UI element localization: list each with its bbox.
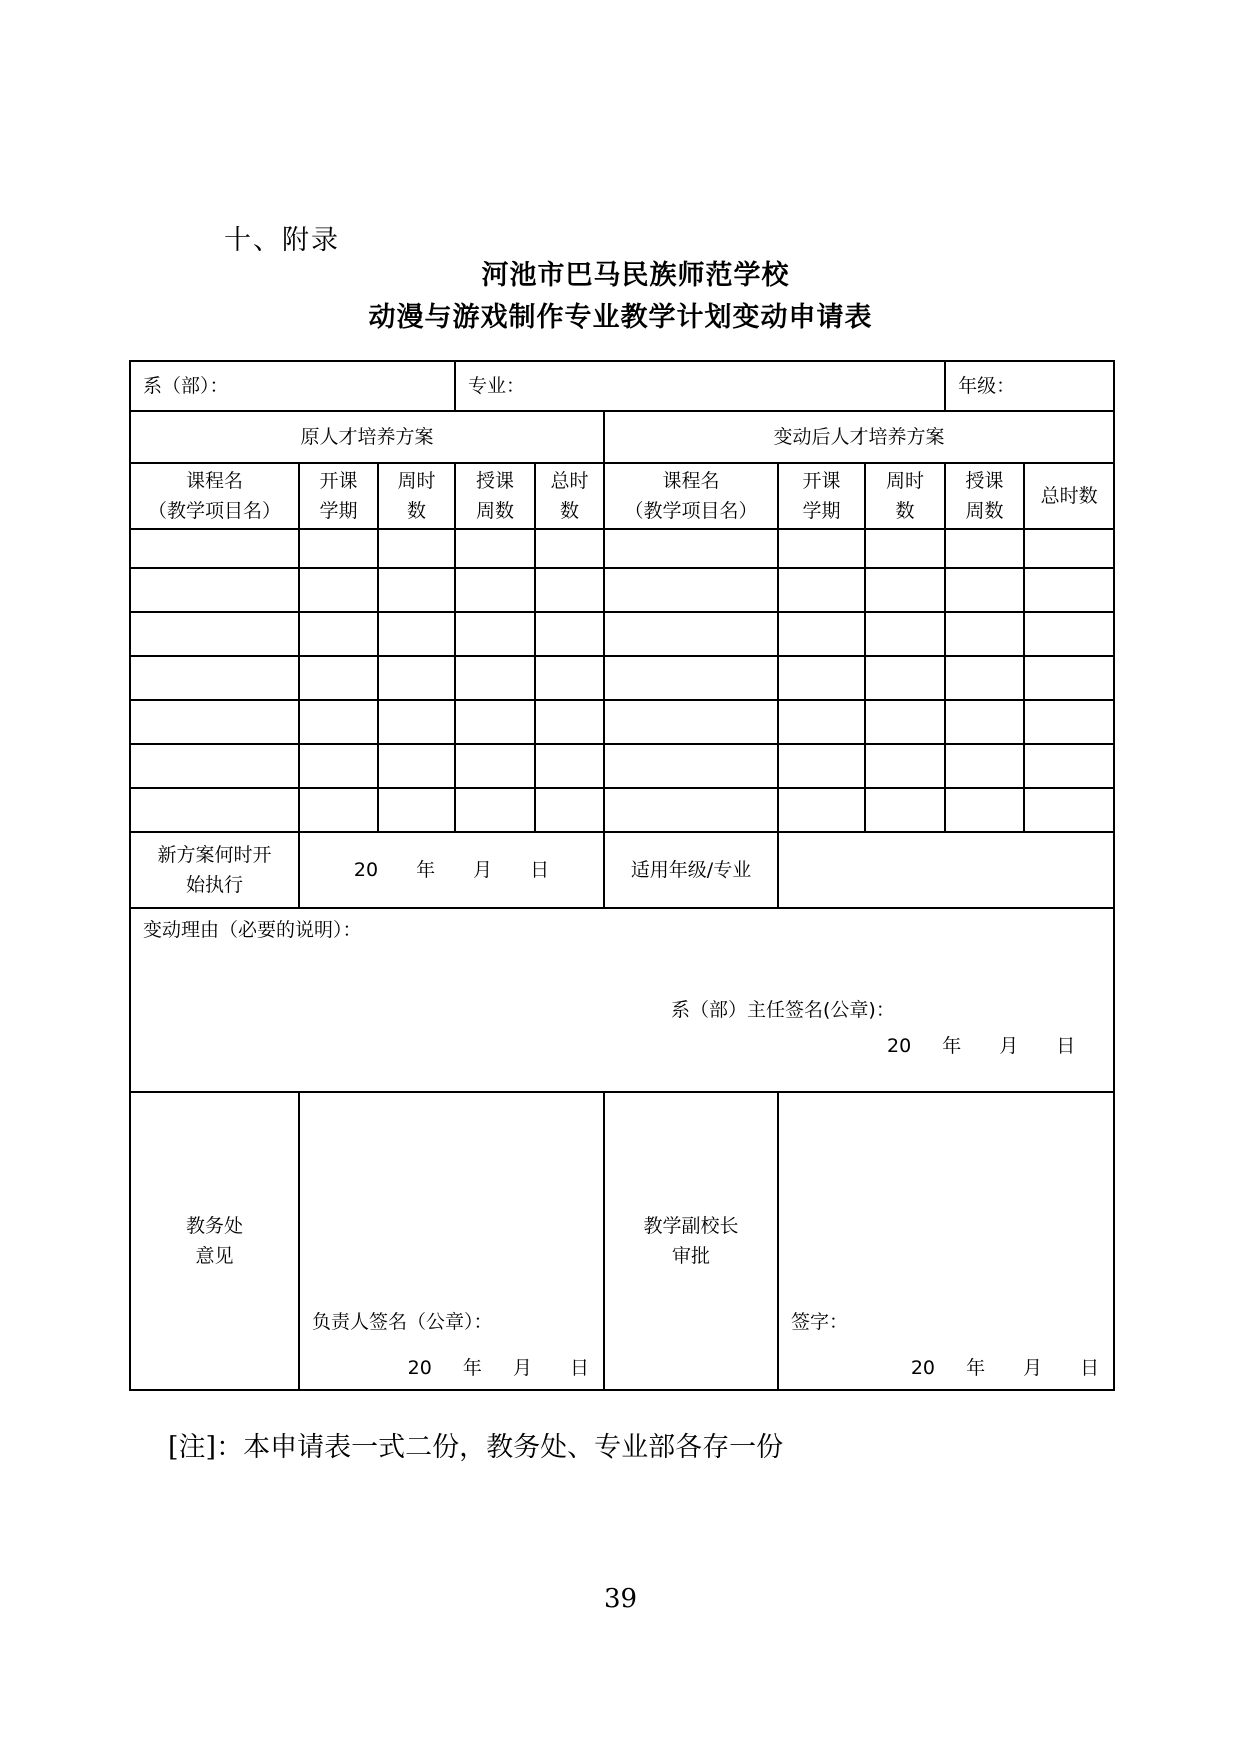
table-cell[interactable] <box>778 788 865 832</box>
start-execution-row <box>130 832 1114 908</box>
table-cell[interactable] <box>299 612 378 656</box>
table-cell[interactable] <box>778 612 865 656</box>
col-teaching-weeks-changed: 授课 周数 <box>945 463 1024 529</box>
table-cell[interactable] <box>778 700 865 744</box>
table-cell[interactable] <box>299 529 378 568</box>
table-cell[interactable] <box>299 656 378 700</box>
table-cell[interactable] <box>299 568 378 612</box>
table-cell[interactable] <box>604 744 778 788</box>
table-row <box>130 568 1114 612</box>
table-cell[interactable] <box>945 744 1024 788</box>
dept-head-signature-label: 系（部）主任签名(公章)： <box>671 999 895 1021</box>
table-cell[interactable] <box>1024 656 1114 700</box>
table-cell[interactable] <box>1024 529 1114 568</box>
table-cell[interactable] <box>299 788 378 832</box>
vice-principal-date: 20 年 月 日 <box>910 1357 1100 1379</box>
vice-principal-signature-label: 签字： <box>791 1311 849 1333</box>
table-cell[interactable] <box>535 656 604 700</box>
table-cell[interactable] <box>778 656 865 700</box>
table-cell[interactable] <box>945 700 1024 744</box>
table-cell[interactable] <box>945 568 1024 612</box>
col-semester-original: 开课 学期 <box>299 463 378 529</box>
start-exec-label: 新方案何时开 始执行 <box>130 832 299 908</box>
page-number: 39 <box>603 1584 638 1614</box>
major-label: 专业： <box>468 375 526 397</box>
table-cell[interactable] <box>865 656 945 700</box>
table-cell[interactable] <box>378 656 455 700</box>
table-cell[interactable] <box>945 612 1024 656</box>
table-cell[interactable] <box>945 529 1024 568</box>
col-semester-changed: 开课 学期 <box>778 463 865 529</box>
major-field[interactable] <box>455 361 945 411</box>
vice-principal-approval-field[interactable] <box>778 1092 1114 1390</box>
table-cell[interactable] <box>778 744 865 788</box>
change-reason-label: 变动理由（必要的说明）： <box>143 919 362 941</box>
table-cell[interactable] <box>130 656 299 700</box>
change-reason-row <box>130 908 1114 1092</box>
table-cell[interactable] <box>1024 700 1114 744</box>
table-cell[interactable] <box>455 788 535 832</box>
table-cell[interactable] <box>604 656 778 700</box>
table-cell[interactable] <box>455 529 535 568</box>
table-row <box>130 788 1114 832</box>
table-cell[interactable] <box>130 744 299 788</box>
table-cell[interactable] <box>535 529 604 568</box>
changed-plan-header: 变动后人才培养方案 <box>604 411 1114 463</box>
table-cell[interactable] <box>130 788 299 832</box>
original-plan-header: 原人才培养方案 <box>130 411 604 463</box>
table-cell[interactable] <box>865 788 945 832</box>
table-cell[interactable] <box>604 788 778 832</box>
table-cell[interactable] <box>130 568 299 612</box>
table-cell[interactable] <box>865 744 945 788</box>
academic-office-label: 教务处 意见 <box>130 1092 299 1390</box>
col-weekly-hours-changed: 周时 数 <box>865 463 945 529</box>
table-cell[interactable] <box>378 744 455 788</box>
grade-field[interactable] <box>945 361 1114 411</box>
table-cell[interactable] <box>1024 744 1114 788</box>
applicable-grade-major-label: 适用年级/专业 <box>604 832 778 908</box>
col-course-name-original: 课程名 （教学项目名） <box>130 463 299 529</box>
dept-field[interactable] <box>130 361 455 411</box>
table-cell[interactable] <box>1024 568 1114 612</box>
academic-office-signature-label: 负责人签名（公章）： <box>312 1311 493 1333</box>
footnote: [注]：本申请表一式二份，教务处、专业部各存一份 <box>168 1432 784 1463</box>
form-title-main: 动漫与游戏制作专业教学计划变动申请表 <box>368 302 873 333</box>
table-cell[interactable] <box>535 744 604 788</box>
table-row <box>130 700 1114 744</box>
dept-label: 系（部）： <box>143 375 229 397</box>
table-cell[interactable] <box>130 612 299 656</box>
col-total-hours-original: 总时 数 <box>535 463 604 529</box>
table-cell[interactable] <box>535 612 604 656</box>
table-cell[interactable] <box>455 568 535 612</box>
start-exec-date[interactable]: 20 年 月 日 <box>299 832 604 908</box>
table-cell[interactable] <box>378 788 455 832</box>
table-cell[interactable] <box>535 700 604 744</box>
table-cell[interactable] <box>778 529 865 568</box>
academic-office-opinion-field[interactable] <box>299 1092 604 1390</box>
table-cell[interactable] <box>945 788 1024 832</box>
grade-label: 年级： <box>958 375 1016 397</box>
table-cell[interactable] <box>604 529 778 568</box>
table-row <box>130 612 1114 656</box>
col-course-name-changed: 课程名 （教学项目名） <box>604 463 778 529</box>
table-row <box>130 529 1114 568</box>
applicable-grade-major-value[interactable] <box>778 832 1114 908</box>
table-cell[interactable] <box>299 744 378 788</box>
col-total-hours-changed: 总时数 <box>1024 463 1114 529</box>
table-cell[interactable] <box>455 700 535 744</box>
academic-office-date: 20 年 月 日 <box>407 1357 589 1379</box>
change-reason-field[interactable] <box>130 908 1114 1092</box>
table-cell[interactable] <box>535 788 604 832</box>
table-cell[interactable] <box>378 568 455 612</box>
table-cell[interactable] <box>945 656 1024 700</box>
table-cell[interactable] <box>865 568 945 612</box>
table-cell[interactable] <box>604 612 778 656</box>
table-row <box>130 656 1114 700</box>
table-cell[interactable] <box>604 568 778 612</box>
table-cell[interactable] <box>1024 612 1114 656</box>
table-cell[interactable] <box>865 529 945 568</box>
table-cell[interactable] <box>604 700 778 744</box>
table-cell[interactable] <box>865 612 945 656</box>
table-cell[interactable] <box>455 656 535 700</box>
table-cell[interactable] <box>378 529 455 568</box>
col-weekly-hours-original: 周时 数 <box>378 463 455 529</box>
table-cell[interactable] <box>778 568 865 612</box>
vice-principal-label: 教学副校长 审批 <box>604 1092 778 1390</box>
table-cell[interactable] <box>865 700 945 744</box>
table-cell[interactable] <box>378 612 455 656</box>
table-cell[interactable] <box>130 529 299 568</box>
table-row <box>130 744 1114 788</box>
col-teaching-weeks-original: 授课 周数 <box>455 463 535 529</box>
dept-head-date: 20 年 月 日 <box>887 1035 1076 1057</box>
table-cell[interactable] <box>378 700 455 744</box>
appendix-heading: 十、附录 <box>224 225 340 256</box>
column-header-row <box>130 463 1114 529</box>
table-cell[interactable] <box>455 612 535 656</box>
table-cell[interactable] <box>130 700 299 744</box>
change-application-form <box>129 360 1115 1391</box>
form-title-school: 河池市巴马民族师范学校 <box>481 260 790 291</box>
approval-row <box>130 1092 1114 1390</box>
table-cell[interactable] <box>1024 788 1114 832</box>
table-cell[interactable] <box>455 744 535 788</box>
table-cell[interactable] <box>535 568 604 612</box>
table-cell[interactable] <box>299 700 378 744</box>
